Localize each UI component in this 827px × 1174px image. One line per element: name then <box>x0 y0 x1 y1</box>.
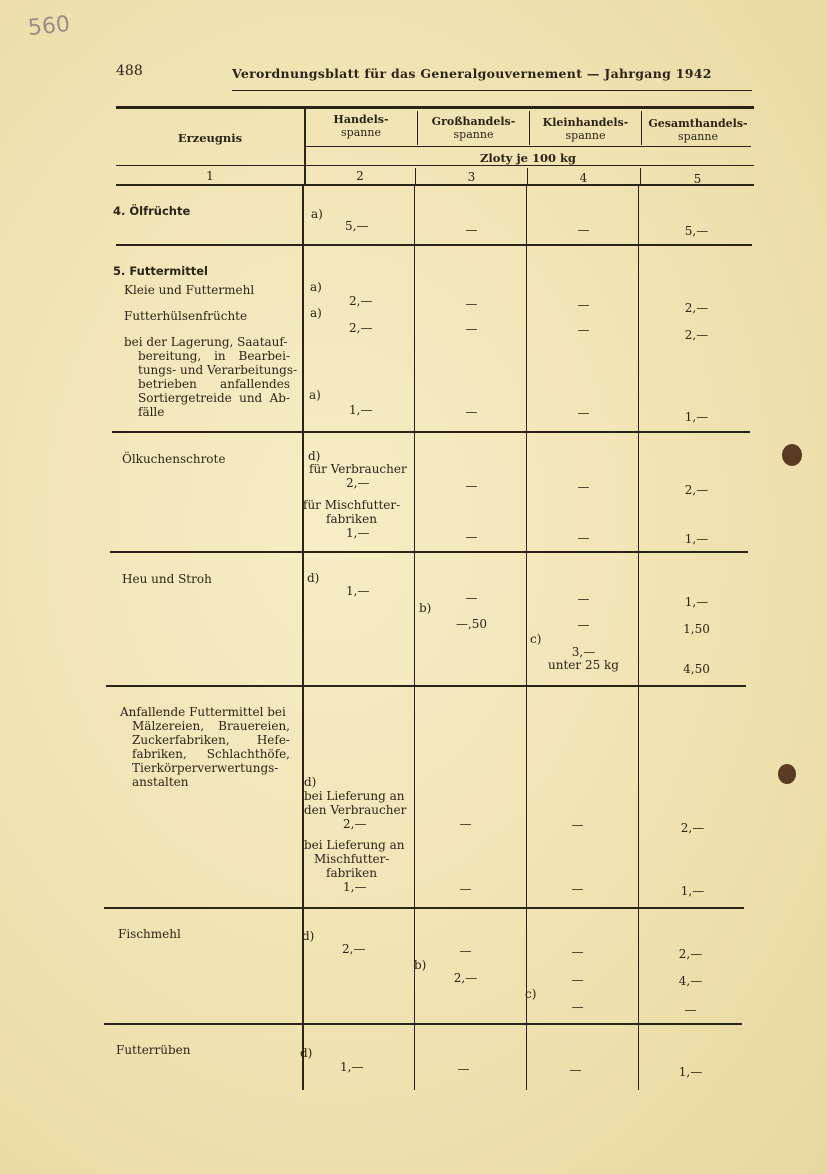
value-handel: 1,— <box>340 1060 364 1074</box>
column-header-gesamt: spanne <box>678 130 718 143</box>
value-gesamt: 1,— <box>684 532 709 546</box>
row-label-lagerung: fälle <box>138 405 165 419</box>
row-label-lagerung: Sortiergetreide und Ab- <box>138 391 290 405</box>
column-header-gross: spanne <box>453 128 494 141</box>
row-rule <box>104 1023 742 1025</box>
row-label-oelkuchen: Ölkuchenschrote <box>122 452 226 466</box>
sub-label: den Verbraucher <box>304 803 407 817</box>
footnote-mark: b) <box>414 958 427 972</box>
row-label-kleie: Kleie und Futtermehl <box>124 283 255 297</box>
page-number: 488 <box>116 63 143 79</box>
value-handel: 5,— <box>345 219 369 233</box>
value-gesamt: 2,— <box>684 301 709 315</box>
punch-hole-icon <box>782 444 802 466</box>
section-title-oelfruechte: 4. Ölfrüchte <box>113 204 191 218</box>
row-rule <box>106 685 746 687</box>
row-label-huelsen: Futterhülsenfrüchte <box>124 309 248 323</box>
footnote-mark: d) <box>302 929 315 943</box>
value-klein: — <box>577 618 590 632</box>
value-gesamt: 1,50 <box>683 622 710 636</box>
footnote-mark: c) <box>525 987 537 1001</box>
footnote-mark: d) <box>307 571 320 585</box>
value-klein: — <box>577 531 590 545</box>
header-rule <box>232 90 752 91</box>
value-gross: — <box>457 1062 470 1076</box>
value-klein: — <box>571 1000 584 1014</box>
value-gesamt: 1,— <box>684 410 709 424</box>
row-label-anfallende: Anfallende Futtermittel bei <box>120 705 286 719</box>
value-gross: — <box>465 322 478 336</box>
row-label-anfallende: anstalten <box>132 775 189 789</box>
column-number: 5 <box>693 172 702 186</box>
page-title: Verordnungsblatt für das Generalgouvernement — Jahrgang 1942 <box>232 66 712 81</box>
value-gross: — <box>465 479 478 493</box>
value-klein: — <box>571 945 584 959</box>
column-header-handel: spanne <box>341 126 381 139</box>
value-gesamt: 2,— <box>680 821 705 835</box>
column-number: 1 <box>206 169 214 183</box>
row-label-fischmehl: Fischmehl <box>118 927 181 941</box>
row-label-anfallende: Mälzereien, Brauereien, <box>132 719 290 733</box>
punch-hole-icon <box>778 764 796 784</box>
value-handel: 2,— <box>342 942 366 956</box>
sub-label: für Verbraucher <box>309 462 407 476</box>
value-gesamt: 5,— <box>684 224 709 238</box>
column-rule <box>302 186 304 1090</box>
value-handel: 1,— <box>349 403 373 417</box>
column-header-product: Erzeugnis <box>177 131 243 145</box>
value-handel: 2,— <box>349 294 373 308</box>
value-klein: — <box>571 818 584 832</box>
footnote-mark: d) <box>308 449 321 463</box>
footnote-mark: d) <box>300 1046 313 1060</box>
row-label-anfallende: fabriken, Schlachthöfe, <box>132 747 290 761</box>
sub-label: bei Lieferung an <box>304 838 405 852</box>
value-gesamt: 1,— <box>680 884 705 898</box>
row-rule <box>112 431 750 433</box>
value-gross: — <box>465 591 478 605</box>
value-handel: 2,— <box>346 476 370 490</box>
column-header-gross: Großhandels- <box>431 115 516 128</box>
value-klein: — <box>577 406 590 420</box>
value-klein: — <box>577 298 590 312</box>
row-label-lagerung: bei der Lagerung, Saatauf- <box>124 335 288 349</box>
footnote-mark: d) <box>304 775 317 789</box>
value-gross: — <box>459 944 472 958</box>
column-number: 2 <box>356 169 364 183</box>
value-gross: —,50 <box>455 617 488 631</box>
value-gesamt: 4,50 <box>683 662 710 676</box>
row-rule <box>104 907 744 909</box>
footnote-mark: a) <box>309 388 321 402</box>
header-divider <box>305 146 751 147</box>
value-klein: — <box>571 882 584 896</box>
sub-label: fabriken <box>326 512 377 526</box>
value-klein: 3,— <box>571 645 596 659</box>
column-number: 4 <box>579 171 588 185</box>
value-gross: — <box>465 223 478 237</box>
footnote-mark: a) <box>310 280 322 294</box>
handwritten-annotation: 560 <box>26 11 72 42</box>
value-gesamt: 4,— <box>678 974 703 988</box>
column-header-gesamt: Gesamthandels- <box>648 117 748 130</box>
row-label-lagerung: betrieben anfallendes <box>138 377 290 391</box>
value-gross: — <box>465 405 478 419</box>
value-gesamt: 2,— <box>684 483 709 497</box>
value-klein: — <box>577 323 590 337</box>
value-gesamt: 2,— <box>678 947 703 961</box>
header-divider <box>116 165 754 166</box>
footnote-mark: a) <box>310 306 322 320</box>
value-handel: 2,— <box>343 817 367 831</box>
row-label-heu: Heu und Stroh <box>122 572 212 586</box>
row-rule <box>116 244 752 246</box>
value-handel: 2,— <box>349 321 373 335</box>
value-klein: — <box>577 223 590 237</box>
value-gross: — <box>465 297 478 311</box>
value-gross: 2,— <box>453 971 478 985</box>
column-header-klein: Kleinhandels- <box>542 116 629 129</box>
row-label-lagerung: bereitung, in Bearbei- <box>138 349 290 363</box>
value-gross: — <box>465 530 478 544</box>
footnote-mark: c) <box>530 632 542 646</box>
value-klein: — <box>571 973 584 987</box>
row-label-anfallende: Tierkörperverwertungs- <box>132 761 279 775</box>
row-rule <box>110 551 748 553</box>
footnote-mark: a) <box>311 207 323 221</box>
value-klein: — <box>577 480 590 494</box>
value-gesamt: 1,— <box>678 1065 703 1079</box>
value-klein: — <box>577 592 590 606</box>
value-gross: — <box>459 882 472 896</box>
value-gesamt: — <box>684 1003 697 1017</box>
value-gesamt: 2,— <box>684 328 709 342</box>
value-handel: 1,— <box>346 526 370 540</box>
table-top-rule <box>116 106 754 109</box>
sub-label: für Mischfutter- <box>303 498 401 512</box>
column-number: 3 <box>467 170 476 184</box>
unit-header: Zloty je 100 kg <box>480 151 576 165</box>
column-header-handel: Handels- <box>333 113 389 126</box>
value-klein: — <box>569 1063 582 1077</box>
column-header-klein: spanne <box>565 129 606 142</box>
sub-label: Mischfutter- <box>314 852 390 866</box>
footnote-mark: b) <box>419 601 432 615</box>
value-klein-note: unter 25 kg <box>548 658 619 672</box>
row-label-lagerung: tungs- und Verarbeitungs- <box>138 363 298 377</box>
value-gesamt: 1,— <box>684 595 709 609</box>
sub-label: bei Lieferung an <box>304 789 405 803</box>
value-handel: 1,— <box>346 584 370 598</box>
sub-label: fabriken <box>326 866 377 880</box>
value-gross: — <box>459 817 472 831</box>
row-label-futterrueben: Futterrüben <box>116 1043 191 1057</box>
section-title-futtermittel: 5. Futtermittel <box>113 264 208 278</box>
value-handel: 1,— <box>343 880 367 894</box>
row-label-anfallende: Zuckerfabriken, Hefe- <box>132 733 290 747</box>
